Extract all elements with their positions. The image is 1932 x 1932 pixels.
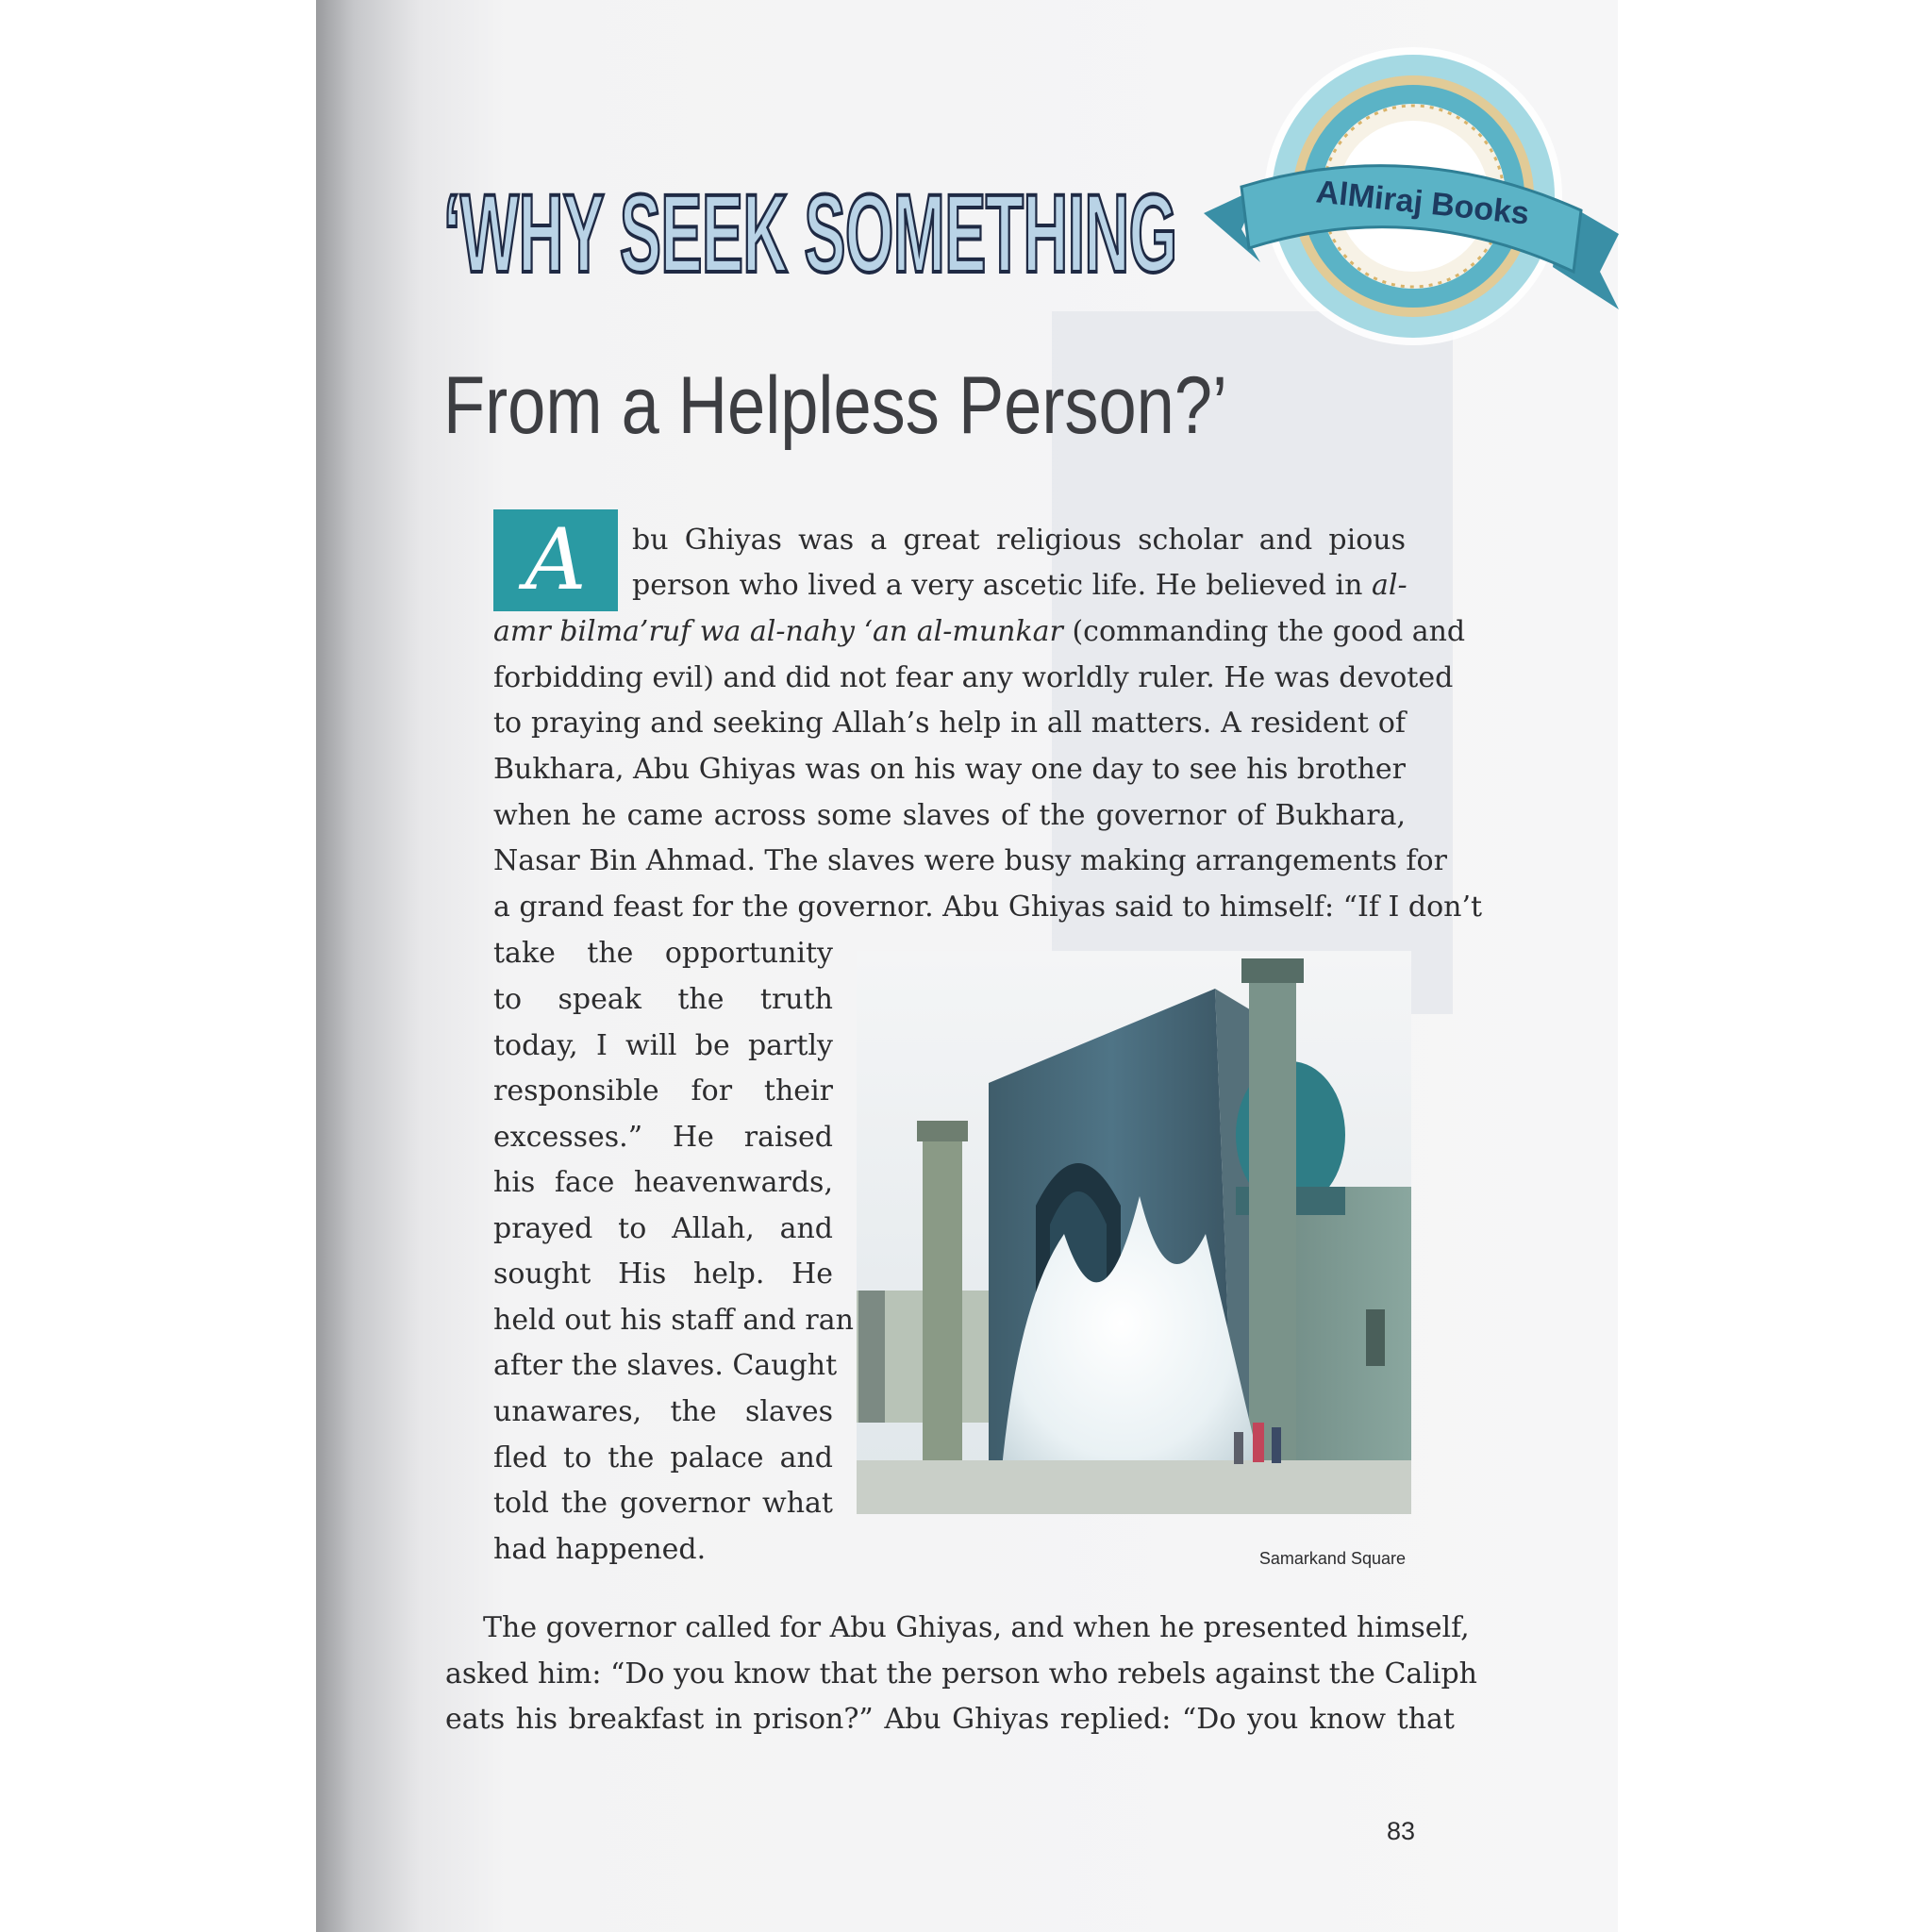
publisher-name: AlMiraj Books [1314, 174, 1531, 232]
chapter-subtitle: From a Helpless Person?’ [443, 360, 1228, 451]
plaza [857, 1460, 1411, 1514]
body-line: person who lived a very ascetic life. He believed in al- [632, 569, 1407, 602]
body-line: bu Ghiyas was a great religious scholar and pious [632, 524, 1406, 557]
body-line: eats his breakfast in prison?” Abu Ghiyas replied: “Do you know that [445, 1703, 1455, 1736]
left-minaret-top [917, 1121, 968, 1141]
body-line: had happened. [493, 1533, 707, 1566]
body-line: a grand feast for the governor. Abu Ghiyas said to himself: “If I don’t [493, 891, 1483, 924]
background-left [0, 0, 316, 1932]
body-line: sought His help. He [493, 1257, 833, 1291]
body-line: told the governor what [493, 1487, 833, 1520]
body-line: excesses.” He raised [493, 1121, 833, 1154]
body-line: unawares, the slaves [493, 1395, 833, 1428]
right-minaret [1249, 970, 1296, 1460]
small-minaret [858, 1291, 885, 1423]
body-line: asked him: “Do you know that the person who rebels against the Caliph [445, 1657, 1478, 1690]
visitor [1272, 1427, 1281, 1463]
body-line: held out his staff and ran [493, 1304, 854, 1337]
visitor [1234, 1432, 1243, 1464]
left-minaret [923, 1130, 962, 1470]
chapter-title: ‘WHY SEEK SOMETHING [443, 172, 1177, 296]
body-line: amr bilma’ruf wa al-nahy ‘an al-munkar (commanding the good and [493, 615, 1466, 648]
window [1366, 1309, 1385, 1366]
visitor [1253, 1423, 1264, 1462]
page-number: 83 [1386, 1817, 1415, 1845]
body-line: his face heavenwards, [493, 1166, 833, 1199]
photo-illustration [857, 951, 1411, 1514]
body-line: when he came across some slaves of the governor of Bukhara, [493, 799, 1406, 832]
body-line: Bukhara, Abu Ghiyas was on his way one day to see his brother [493, 753, 1407, 786]
body-line: to praying and seeking Allah’s help in all matters. A resident of [493, 707, 1406, 740]
drop-cap-letter: A [525, 510, 587, 609]
body-line: after the slaves. Caught [493, 1349, 838, 1382]
body-line: responsible for their [493, 1074, 833, 1108]
background-right [1618, 0, 1932, 1932]
samarkand-photo [857, 951, 1411, 1514]
body-line: prayed to Allah, and [493, 1212, 833, 1245]
body-line: The governor called for Abu Ghiyas, and when he presented himself, [483, 1611, 1470, 1644]
body-line: forbidding evil) and did not fear any worldly ruler. He was devoted [493, 661, 1454, 694]
drop-cap [493, 509, 618, 611]
photo-caption: Samarkand Square [1258, 1549, 1406, 1568]
body-line: Nasar Bin Ahmad. The slaves were busy making arrangements for [493, 844, 1447, 877]
body-line: fled to the palace and [493, 1441, 833, 1474]
body-line: today, I will be partly [493, 1029, 833, 1062]
body-line: to speak the truth [493, 983, 833, 1016]
body-line: take the opportunity [493, 937, 833, 970]
right-minaret-top [1241, 958, 1304, 983]
